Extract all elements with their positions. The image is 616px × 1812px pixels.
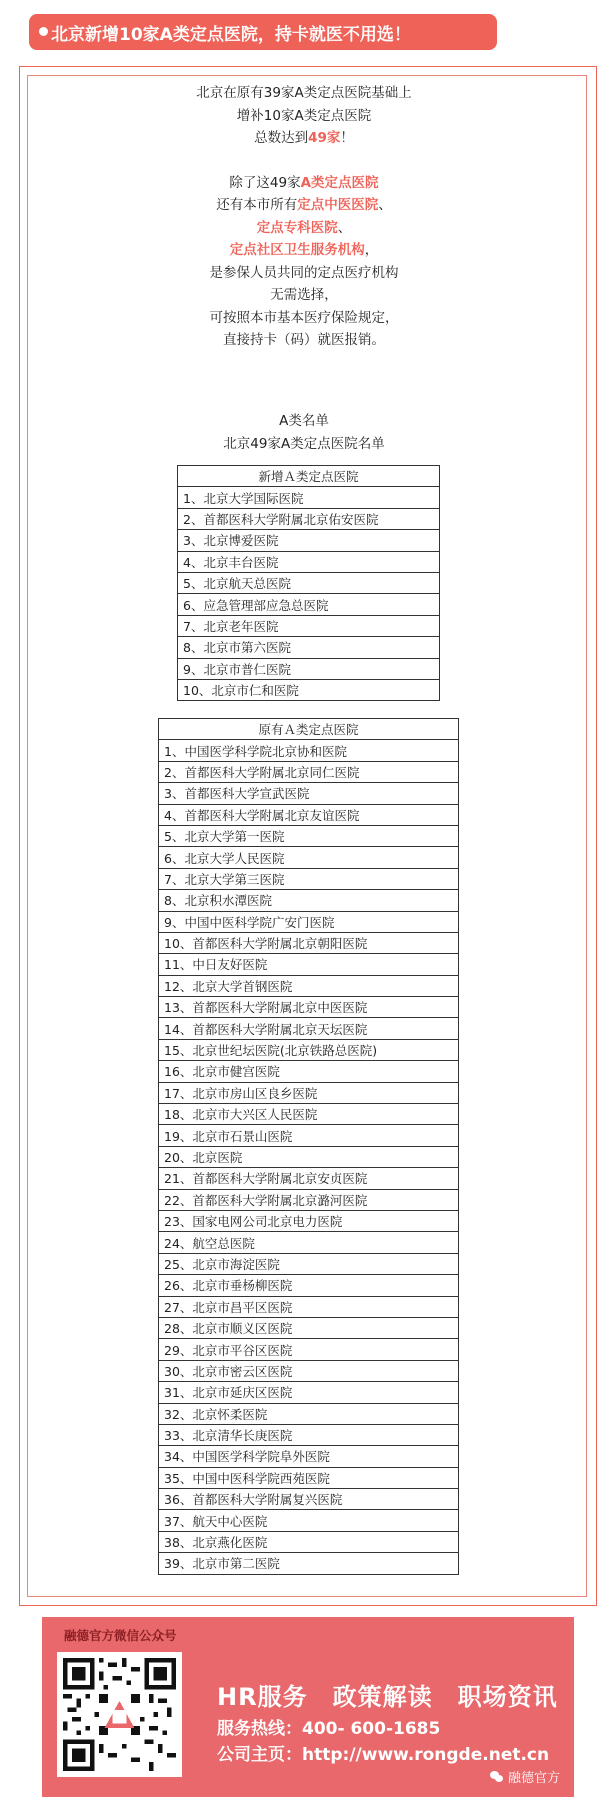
hospital-name: 36、首都医科大学附属复兴医院 [159,1489,459,1510]
footer-title: 融德官方微信公众号 [64,1628,177,1643]
table-row [159,1061,459,1082]
table-row [159,954,459,975]
highlight-text: 定点社区卫生服务机构 [229,242,365,258]
qr-code-icon [57,1652,182,1777]
official-account-name: 融德官方 [507,1771,560,1786]
table-row [159,1531,459,1552]
table-row [159,1382,459,1403]
bullet-dot-icon [39,27,48,36]
hospital-name: 5、北京航天总医院 [178,572,440,593]
table-row [178,530,440,551]
table-row [159,1446,459,1467]
hospital-name: 6、北京大学人民医院 [159,847,459,868]
table-row [178,487,440,508]
new-hospitals-table [177,465,440,701]
hospital-name: 29、北京市平谷区医院 [159,1339,459,1360]
table-row [178,508,440,529]
table-row [178,658,440,679]
company-homepage-link[interactable]: 公司主页：http://www.rongde.net.cn [217,1745,550,1765]
list-title: A类名单 [279,413,329,429]
table-row [159,997,459,1018]
table-row [159,1467,459,1488]
hospital-name: 23、国家电网公司北京电力医院 [159,1210,459,1231]
article-title: 北京新增10家A类定点医院，持卡就医不用选！ [51,24,411,45]
hospital-name: 24、航空总医院 [159,1232,459,1253]
hospital-name: 38、北京燕化医院 [159,1531,459,1552]
footer-promo [42,1617,574,1797]
hospital-name: 31、北京市延庆区医院 [159,1382,459,1403]
table-row [159,932,459,953]
table-row [159,1039,459,1060]
intro-line: 还有本市所有定点中医医院、 [216,197,392,213]
hospital-name: 3、北京博爱医院 [178,530,440,551]
hospital-name: 20、北京医院 [159,1146,459,1167]
hospital-name: 28、北京市顺义区医院 [159,1317,459,1338]
article-title-banner [29,14,497,50]
table-row [159,975,459,996]
hospital-name: 35、中国中医科学院西苑医院 [159,1467,459,1488]
hospital-name: 12、北京大学首钢医院 [159,975,459,996]
hospital-name: 9、中国中医科学院广安门医院 [159,911,459,932]
hospital-name: 8、北京积水潭医院 [159,890,459,911]
intro-line: 直接持卡（码）就医报销。 [223,332,385,348]
list-subtitle: 北京49家A类定点医院名单 [223,436,385,452]
hospital-name: 2、首都医科大学附属北京佑安医院 [178,508,440,529]
table-row [159,890,459,911]
table-row [178,572,440,593]
table-row [159,1232,459,1253]
table-row [159,911,459,932]
highlight-count: 49家 [308,130,341,146]
footer-slogan: HR服务 政策解读 职场资讯 [217,1683,558,1711]
hospital-name: 15、北京世纪坛医院(北京铁路总医院) [159,1039,459,1060]
existing-hospitals-table [158,718,459,1575]
highlight-text: A类定点医院 [300,174,379,191]
highlight-text: 定点中医医院 [297,197,379,213]
table-row [159,804,459,825]
hospital-name: 21、首都医科大学附属北京安贞医院 [159,1168,459,1189]
intro-line: 定点社区卫生服务机构， [229,242,379,258]
hospital-name: 17、北京市房山区良乡医院 [159,1082,459,1103]
hospital-name: 39、北京市第二医院 [159,1553,459,1574]
hospital-name: 2、首都医科大学附属北京同仁医院 [159,761,459,782]
table-row [159,1146,459,1167]
hospital-name: 32、北京怀柔医院 [159,1403,459,1424]
table-row [159,1275,459,1296]
table-header: 原有Ａ类定点医院 [159,719,459,740]
intro-line: 增补10家A类定点医院 [236,107,372,124]
hospital-name: 14、首都医科大学附属北京天坛医院 [159,1018,459,1039]
hospital-name: 19、北京市石景山医院 [159,1125,459,1146]
table-row [159,1168,459,1189]
table-row [159,1082,459,1103]
table-row [159,1210,459,1231]
hospital-name: 4、首都医科大学附属北京友谊医院 [159,804,459,825]
table-row [159,1317,459,1338]
hospital-name: 37、航天中心医院 [159,1510,459,1531]
wechat-icon [490,1771,504,1783]
highlight-text: 定点专科医院 [256,219,338,236]
hospital-name: 25、北京市海淀医院 [159,1253,459,1274]
hospital-name: 4、北京丰台医院 [178,551,440,572]
table-row [159,1403,459,1424]
table-row [159,783,459,804]
table-header: 新增Ａ类定点医院 [178,466,440,487]
hospital-name: 10、首都医科大学附属北京朝阳医院 [159,932,459,953]
table-row [159,868,459,889]
hospital-name: 34、中国医学科学院阜外医院 [159,1446,459,1467]
table-row [159,1553,459,1574]
table-row [159,761,459,782]
table-row [159,1489,459,1510]
hospital-name: 1、中国医学科学院北京协和医院 [159,740,459,761]
table-row [159,1424,459,1445]
intro-line: 无需选择， [270,287,338,303]
hospital-name: 27、北京市昌平区医院 [159,1296,459,1317]
hospital-name: 11、中日友好医院 [159,954,459,975]
table-row [159,1339,459,1360]
hospital-name: 26、北京市垂杨柳医院 [159,1275,459,1296]
hospital-name: 7、北京大学第三医院 [159,868,459,889]
intro-line: 定点专科医院、 [256,219,352,236]
hospital-name: 5、北京大学第一医院 [159,825,459,846]
table-row [159,1125,459,1146]
hospital-name: 10、北京市仁和医院 [178,679,440,700]
table-row [178,679,440,700]
hospital-name: 9、北京市普仁医院 [178,658,440,679]
service-hotline: 服务热线：400- 600-1685 [217,1719,441,1739]
intro-text [120,82,488,352]
hospital-name: 22、首都医科大学附属北京潞河医院 [159,1189,459,1210]
hospital-name: 30、北京市密云区医院 [159,1360,459,1381]
hospital-name: 8、北京市第六医院 [178,637,440,658]
table-row [159,825,459,846]
hospital-name: 1、北京大学国际医院 [178,487,440,508]
official-account-badge [490,1767,560,1786]
hospital-name: 18、北京市大兴区人民医院 [159,1104,459,1125]
intro-line: 除了这49家A类定点医院 [229,174,379,191]
intro-line: 总数达到49家！ [254,130,354,146]
intro-line: 北京在原有39家A类定点医院基础上 [196,85,412,101]
table-row [159,847,459,868]
table-row [159,1253,459,1274]
intro-line: 是参保人员共同的定点医疗机构 [209,264,399,281]
hospital-name: 3、首都医科大学宣武医院 [159,783,459,804]
hospital-name: 7、北京老年医院 [178,615,440,636]
table-row [159,1018,459,1039]
table-row [159,1296,459,1317]
hospital-name: 16、北京市健宫医院 [159,1061,459,1082]
table-row [178,615,440,636]
table-row [159,740,459,761]
intro-line: 可按照本市基本医疗保险规定， [209,309,399,326]
table-row [159,1510,459,1531]
table-row [159,1360,459,1381]
hospital-name: 13、首都医科大学附属北京中医医院 [159,997,459,1018]
table-row [178,551,440,572]
table-row [178,637,440,658]
hospital-name: 6、应急管理部应急总医院 [178,594,440,615]
hospital-name: 33、北京清华长庚医院 [159,1424,459,1445]
table-row [159,1104,459,1125]
table-row [159,1189,459,1210]
table-row [178,594,440,615]
